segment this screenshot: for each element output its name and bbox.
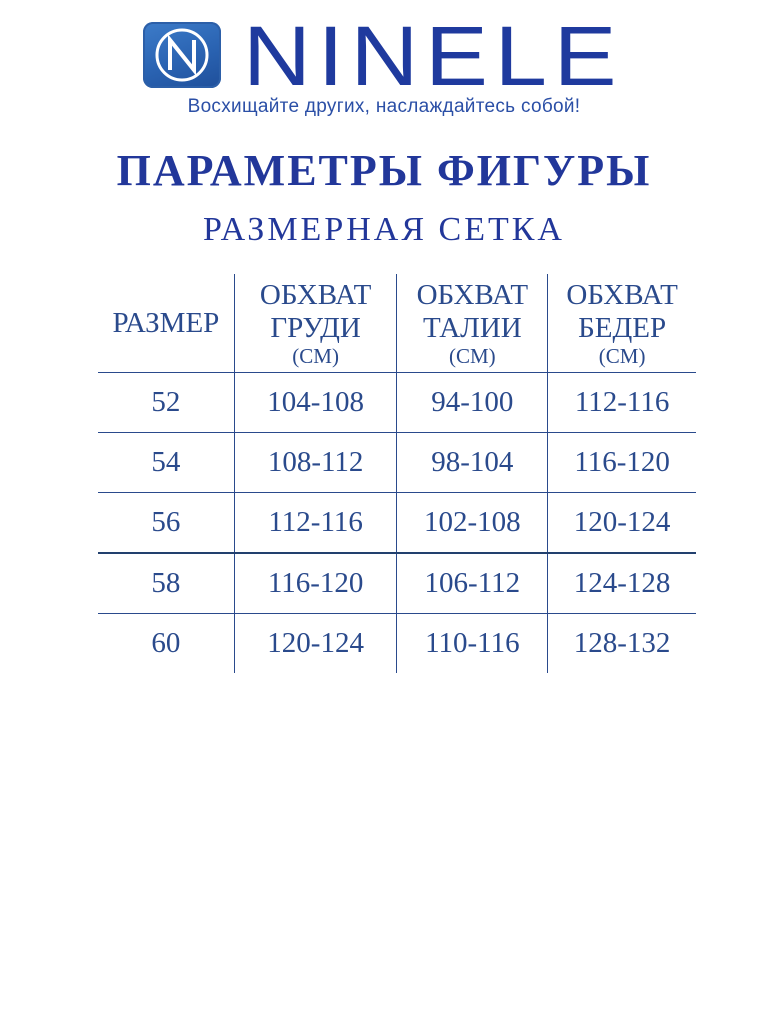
size-cell: 52 — [98, 373, 234, 433]
chest-cell: 112-116 — [234, 493, 397, 554]
size-chart-table — [98, 274, 696, 673]
brand-logo — [143, 9, 643, 103]
table-row — [98, 614, 696, 674]
column-header-waist — [397, 274, 548, 373]
column-header-size — [98, 274, 234, 373]
table-row — [98, 373, 696, 433]
size-cell: 58 — [98, 553, 234, 614]
table-row — [98, 493, 696, 554]
waist-cell: 106-112 — [397, 553, 548, 614]
hips-cell: 112-116 — [548, 373, 696, 433]
waist-cell: 102-108 — [397, 493, 548, 554]
waist-cell: 94-100 — [397, 373, 548, 433]
size-cell: 56 — [98, 493, 234, 554]
column-header-label: РАЗМЕР — [112, 306, 220, 339]
column-header-label: ОБХВАТ — [566, 279, 678, 311]
chest-cell: 108-112 — [234, 433, 397, 493]
table-row — [98, 553, 696, 614]
brand-logo-icon — [143, 22, 221, 88]
chest-cell: 120-124 — [234, 614, 397, 674]
hips-cell: 128-132 — [548, 614, 696, 674]
page-title: ПАРАМЕТРЫ ФИГУРЫ — [116, 146, 652, 195]
waist-cell: 110-116 — [397, 614, 548, 674]
size-cell: 60 — [151, 627, 181, 659]
column-header-chest — [234, 274, 397, 373]
waist-cell: 98-104 — [397, 433, 548, 493]
chest-cell: 104-108 — [234, 373, 397, 433]
brand-tagline: Восхищайте других, наслаждайтесь собой! — [187, 96, 581, 117]
table-row — [98, 433, 696, 493]
column-header-label: ОБХВАТ — [416, 279, 529, 311]
column-header-label: ОБХВАТ — [259, 279, 372, 311]
column-header-unit: (СМ) — [598, 344, 646, 368]
page-subtitle: РАЗМЕРНАЯ СЕТКА — [203, 211, 565, 248]
column-header-label: ТАЛИИ — [422, 312, 522, 344]
hips-cell: 124-128 — [548, 553, 696, 614]
size-cell: 54 — [98, 433, 234, 493]
brand-name: NINELE — [243, 9, 624, 103]
column-header-hips — [548, 274, 696, 373]
chest-cell: 116-120 — [234, 553, 397, 614]
hips-cell: 116-120 — [548, 433, 696, 493]
hips-cell: 120-124 — [548, 493, 696, 554]
column-header-label: БЕДЕР — [578, 312, 667, 344]
column-header-label: ГРУДИ — [270, 312, 361, 344]
column-header-unit: (СМ) — [292, 344, 339, 368]
column-header-unit: (СМ) — [449, 344, 496, 368]
table-header-row — [98, 274, 696, 373]
